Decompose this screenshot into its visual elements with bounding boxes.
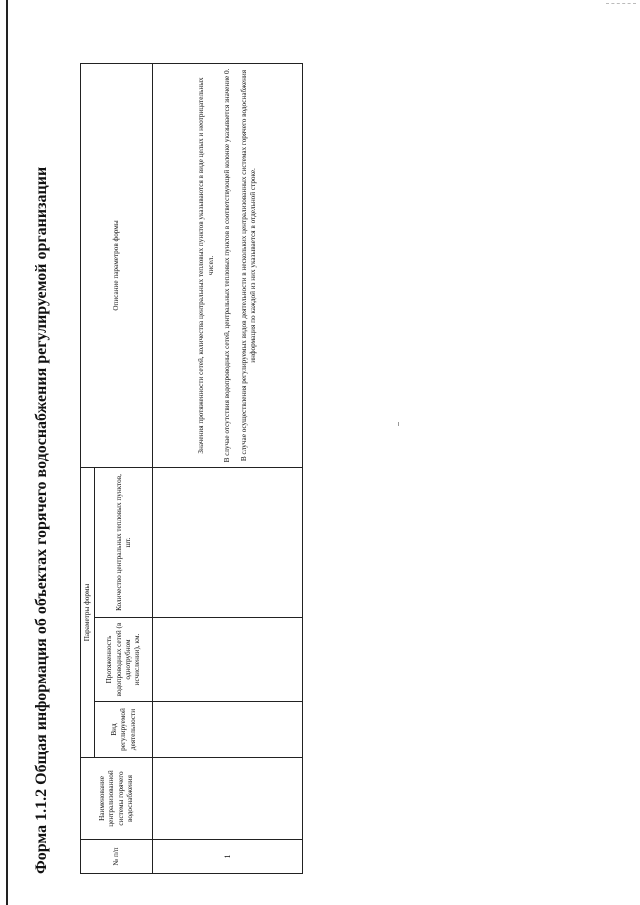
- cell-network-length: [153, 618, 303, 702]
- header-network-length: Протяженность водопроводных сетей (в однотрубном исчислении), км.: [95, 618, 153, 702]
- cell-description: [153, 63, 303, 467]
- cell-heat-points: [153, 467, 303, 617]
- header-heat-points: Количество центральных тепловых пунктов, шт.: [95, 467, 153, 617]
- header-form-parameters: Параметры формы: [81, 467, 95, 757]
- description-paragraph: В случае осуществления регулируемых видов деятельности в нескольких централизованных системах горячего водоснабжения информация по каждой из них указывается в отдельной строке.: [239, 69, 257, 462]
- scan-speck: [398, 422, 399, 426]
- description-paragraph: Значения протяженности сетей, количества центральных тепловых пунктов указываются в виде целых и неотрицательных чисел.: [197, 77, 215, 454]
- header-system-name: Наименование централизованной системы горячего водоснабжения: [81, 758, 153, 840]
- form-title: Форма 1.1.2 Общая информация об объектах горячего водоснабжения регулируемой организации: [33, 166, 50, 874]
- scan-edge-line: [6, 0, 8, 905]
- header-num: № п/п: [81, 840, 153, 874]
- table-row: [153, 63, 303, 873]
- form-table: [80, 63, 303, 874]
- rotated-page-content: [28, 44, 298, 874]
- header-activity-type: Вид регулируемой деятельности: [95, 702, 153, 758]
- header-description: Описание параметров формы: [81, 63, 153, 467]
- cell-system-name: [153, 758, 303, 840]
- cell-num: 1: [153, 840, 303, 874]
- cell-activity-type: [153, 702, 303, 758]
- scan-corner-mark: [606, 3, 636, 4]
- description-paragraph: В случае отсутствия водопроводных сетей, центральных тепловых пунктов в соответствующей колонке указывается значение 0.: [223, 68, 232, 463]
